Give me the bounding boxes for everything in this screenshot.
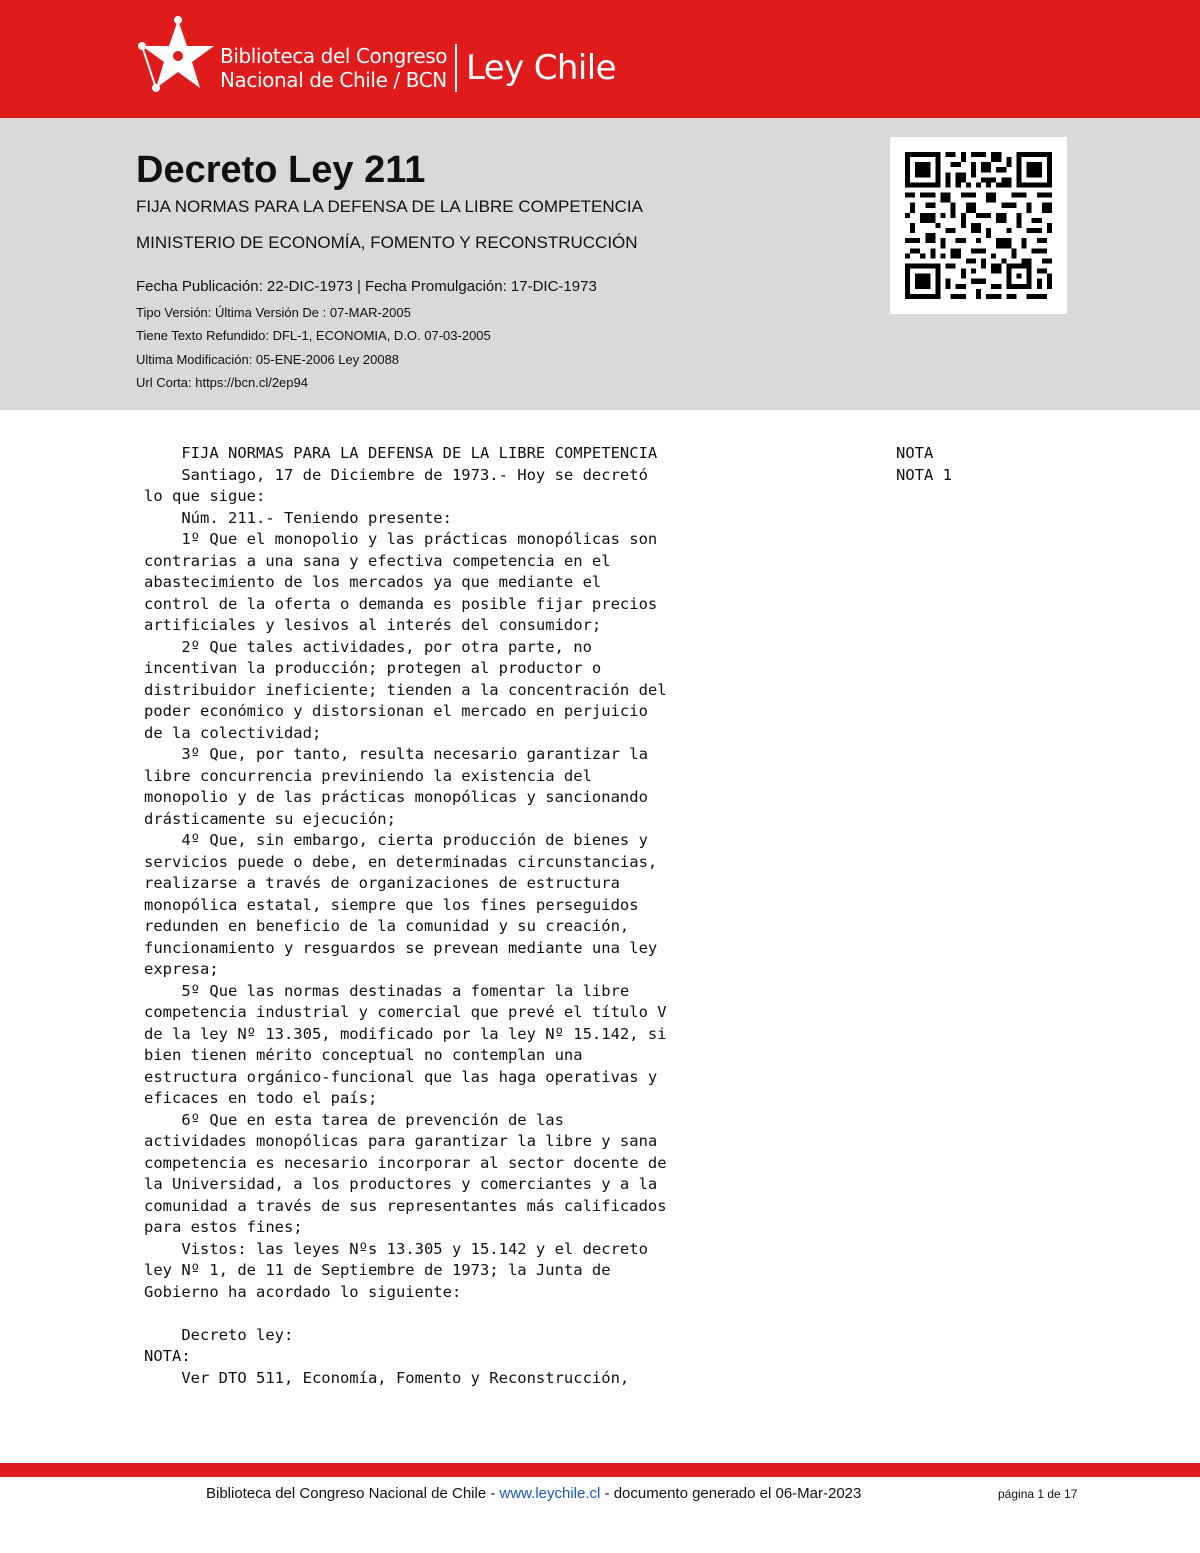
top-banner bbox=[0, 0, 1200, 118]
version-type: Tipo Versión: Última Versión De : 07-MAR-2005 bbox=[136, 305, 411, 320]
qr-code bbox=[890, 137, 1067, 314]
page-title: Decreto Ley 211 bbox=[136, 149, 426, 191]
page-number: página 1 de 17 bbox=[998, 1487, 1078, 1501]
document-body: FIJA NORMAS PARA LA DEFENSA DE LA LIBRE COMPETENCIA Santiago, 17 de Diciembre de 1973.- Hoy se decretó lo que sigue: Núm. 211.- Teniendo presente: 1º Que el monopolio y las prácticas monopólicas son contrarias a una sana y efectiva competencia en el abastecimiento de los mercados ya que mediante el control de la oferta o demanda es posible fijar precios artificiales y lesivos al interés del consumidor; 2º Que tales actividades, por otra parte, no incentivan la producción; protegen al productor o distribuidor ineficiente; tienden a la concentración del poder económico y distorsionan el mercado en perjuicio de la colectividad; 3º Que, por tanto, resulta necesario garantizar la libre concurrencia previniendo la existencia del monopolio y de las prácticas monopólicas y sancionando drásticamente su ejecución; 4º Que, sin embargo, cierta producción de bienes y servicios puede o debe, en determinadas circunstancias, realizarse a través de organizaciones de estructura monopólica estatal, siempre que los fines perseguidos redunden en beneficio de la comunidad y su creación, funcionamiento y resguardos se prevean mediante una ley expresa; 5º Que las normas destinadas a fomentar la libre competencia industrial y comercial que prevé el título V de la ley Nº 13.305, modificado por la ley Nº 15.142, si bien tienen mérito conceptual no contemplan una estructura orgánico-funcional que las haga operativas y eficaces en todo el país; 6º Que en esta tarea de prevención de las actividades monopólicas para garantizar la libre y sana competencia es necesario incorporar al sector docente de la Universidad, a los productores y comerciantes y a la comunidad a través de sus representantes más calificados para estos fines; Vistos: las leyes Nºs 13.305 y 15.142 y el decreto ley Nº 1, de 11 de Septiembre de 1973; la Junta de Gobierno ha acordado lo siguiente: Decreto ley: NOTA: Ver DTO 511, Economía, Fomento y Reconstrucción, bbox=[144, 444, 667, 1387]
footer-suffix: - documento generado el 06-Mar-2023 bbox=[600, 1485, 862, 1502]
note-link[interactable]: NOTA bbox=[896, 444, 934, 462]
footer-prefix: Biblioteca del Congreso Nacional de Chile - bbox=[206, 1485, 500, 1502]
publication-dates: Fecha Publicación: 22-DIC-1973 | Fecha Promulgación: 17-DIC-1973 bbox=[136, 278, 597, 295]
logo-text bbox=[220, 44, 447, 92]
footer-text bbox=[206, 1484, 861, 1504]
document-ministry: MINISTERIO DE ECONOMÍA, FOMENTO Y RECONSTRUCCIÓN bbox=[136, 233, 638, 252]
star-icon bbox=[136, 14, 220, 98]
qr-code-icon bbox=[905, 152, 1052, 299]
footer-rule bbox=[0, 1463, 1200, 1477]
note-link[interactable]: NOTA 1 bbox=[896, 465, 952, 484]
short-url[interactable]: Url Corta: https://bcn.cl/2ep94 bbox=[136, 375, 308, 390]
logo-divider bbox=[455, 44, 457, 92]
product-name: Ley Chile bbox=[466, 48, 616, 88]
logo-org-line1: Biblioteca del Congreso bbox=[220, 44, 448, 68]
document-subtitle: FIJA NORMAS PARA LA DEFENSA DE LA LIBRE COMPETENCIA bbox=[136, 197, 643, 216]
consolidated-text: Tiene Texto Refundido: DFL-1, ECONOMIA, D.O. 07-03-2005 bbox=[136, 328, 491, 343]
last-modification: Ultima Modificación: 05-ENE-2006 Ley 20088 bbox=[136, 352, 400, 367]
footer-link[interactable]: www.leychile.cl bbox=[499, 1485, 601, 1502]
note-references bbox=[896, 443, 952, 486]
logo-org-line2: Nacional de Chile / BCN bbox=[220, 68, 447, 92]
